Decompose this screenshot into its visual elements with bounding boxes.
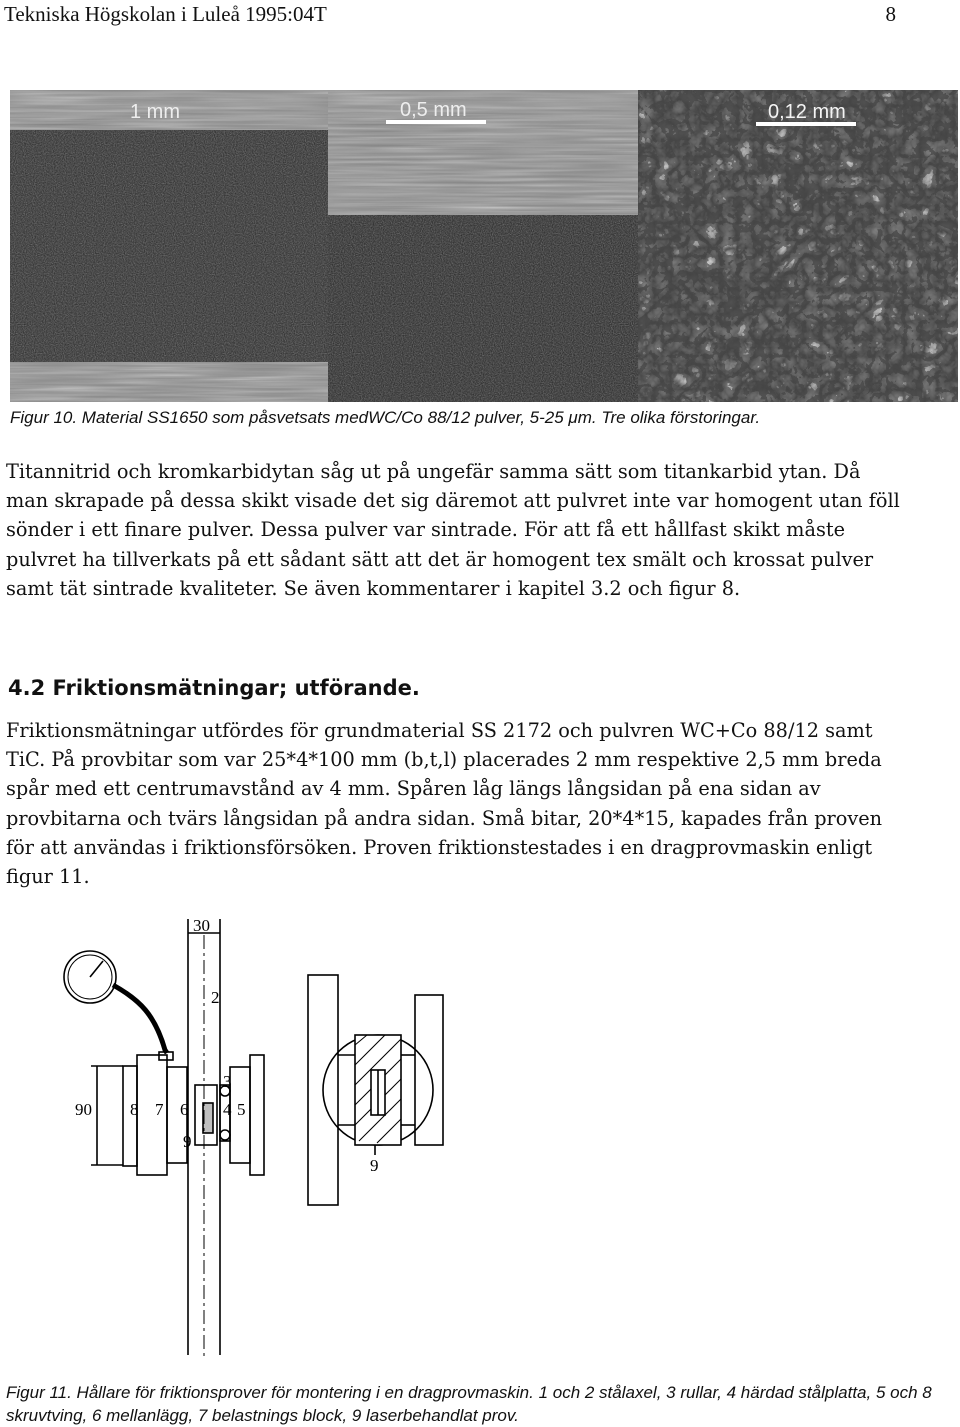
page-header bbox=[4, 2, 956, 32]
scale-label: 0,5 mm bbox=[400, 99, 467, 121]
dim-label-side: 90 bbox=[75, 1100, 92, 1119]
paragraph-1: Titannitrid och kromkarbidytan såg ut på ungefär samma sätt som titankarbid ytan. Då man skrapade på dessa skikt visade det sig däremot att pulvret inte var homogent utan föll sönder i ett finare pulver. Dessa pulver var sintrade. För att få ett hållfast skikt måste pulvret ha tillverkats på ett sådant sätt att det är homogent tex smält och krossat pulver samt tät sintrade kvaliteter. Se även kommentarer i kapitel 3.2 och figur 8. bbox=[6, 460, 900, 600]
scale-label: 0,12 mm bbox=[768, 101, 846, 123]
header-title: Tekniska Högskolan i Luleå 1995:04T bbox=[4, 2, 327, 26]
part-label-2: 2 bbox=[211, 988, 220, 1007]
figure-11-caption: Figur 11. Hållare för friktionsprover för montering i en dragprovmaskin. 1 och 2 stålaxel, 3 rullar, 4 härdad stålplatta, 5 och 8 skruvtving, 6 mellanlägg, 7 belastnings block, 9 laserbehandlat prov. bbox=[6, 1383, 932, 1425]
dim-label-top: 30 bbox=[193, 916, 210, 935]
micrograph-012mm bbox=[638, 90, 958, 402]
page-number: 8 bbox=[885, 2, 896, 26]
paragraph-2: Friktionsmätningar utfördes för grundmaterial SS 2172 och pulvren WC+Co 88/12 samt TiC. På provbitar som var 25*4*100 mm (b,t,l) placerades 2 mm respektive 2,5 mm breda spår med ett centrumavstånd av 4 mm. Spåren låg längs långsidan på ena sidan av provbitarna och tvärs långsidan på andra sidan. Små bitar, 20*4*15, kapades från proven för att användas i friktionsförsöken. Proven friktionstestades i en dragprovmaskin enligt figur 11. bbox=[6, 719, 883, 889]
part-label-9-left: 9 bbox=[183, 1132, 192, 1151]
part-label-5: 5 bbox=[237, 1100, 246, 1119]
figure-10-caption: Figur 10. Material SS1650 som påsvetsats medWC/Co 88/12 pulver, 5-25 μm. Tre olika förstoringar. bbox=[10, 408, 761, 427]
part-label-4: 4 bbox=[223, 1100, 232, 1119]
scale-label: 1 mm bbox=[130, 101, 180, 123]
part-label-6: 6 bbox=[180, 1100, 189, 1119]
micrograph-05mm bbox=[328, 90, 638, 402]
part-label-8: 8 bbox=[130, 1100, 139, 1119]
part-label-7: 7 bbox=[155, 1100, 164, 1119]
section-heading: 4.2 Friktionsmätningar; utförande. bbox=[8, 676, 420, 700]
part-label-3: 3 bbox=[223, 1072, 232, 1091]
figure-11-drawing bbox=[55, 905, 495, 1365]
part-label-9-right: 9 bbox=[370, 1156, 379, 1175]
micrograph-1mm bbox=[10, 90, 328, 402]
figure-10-micrographs bbox=[10, 90, 958, 402]
